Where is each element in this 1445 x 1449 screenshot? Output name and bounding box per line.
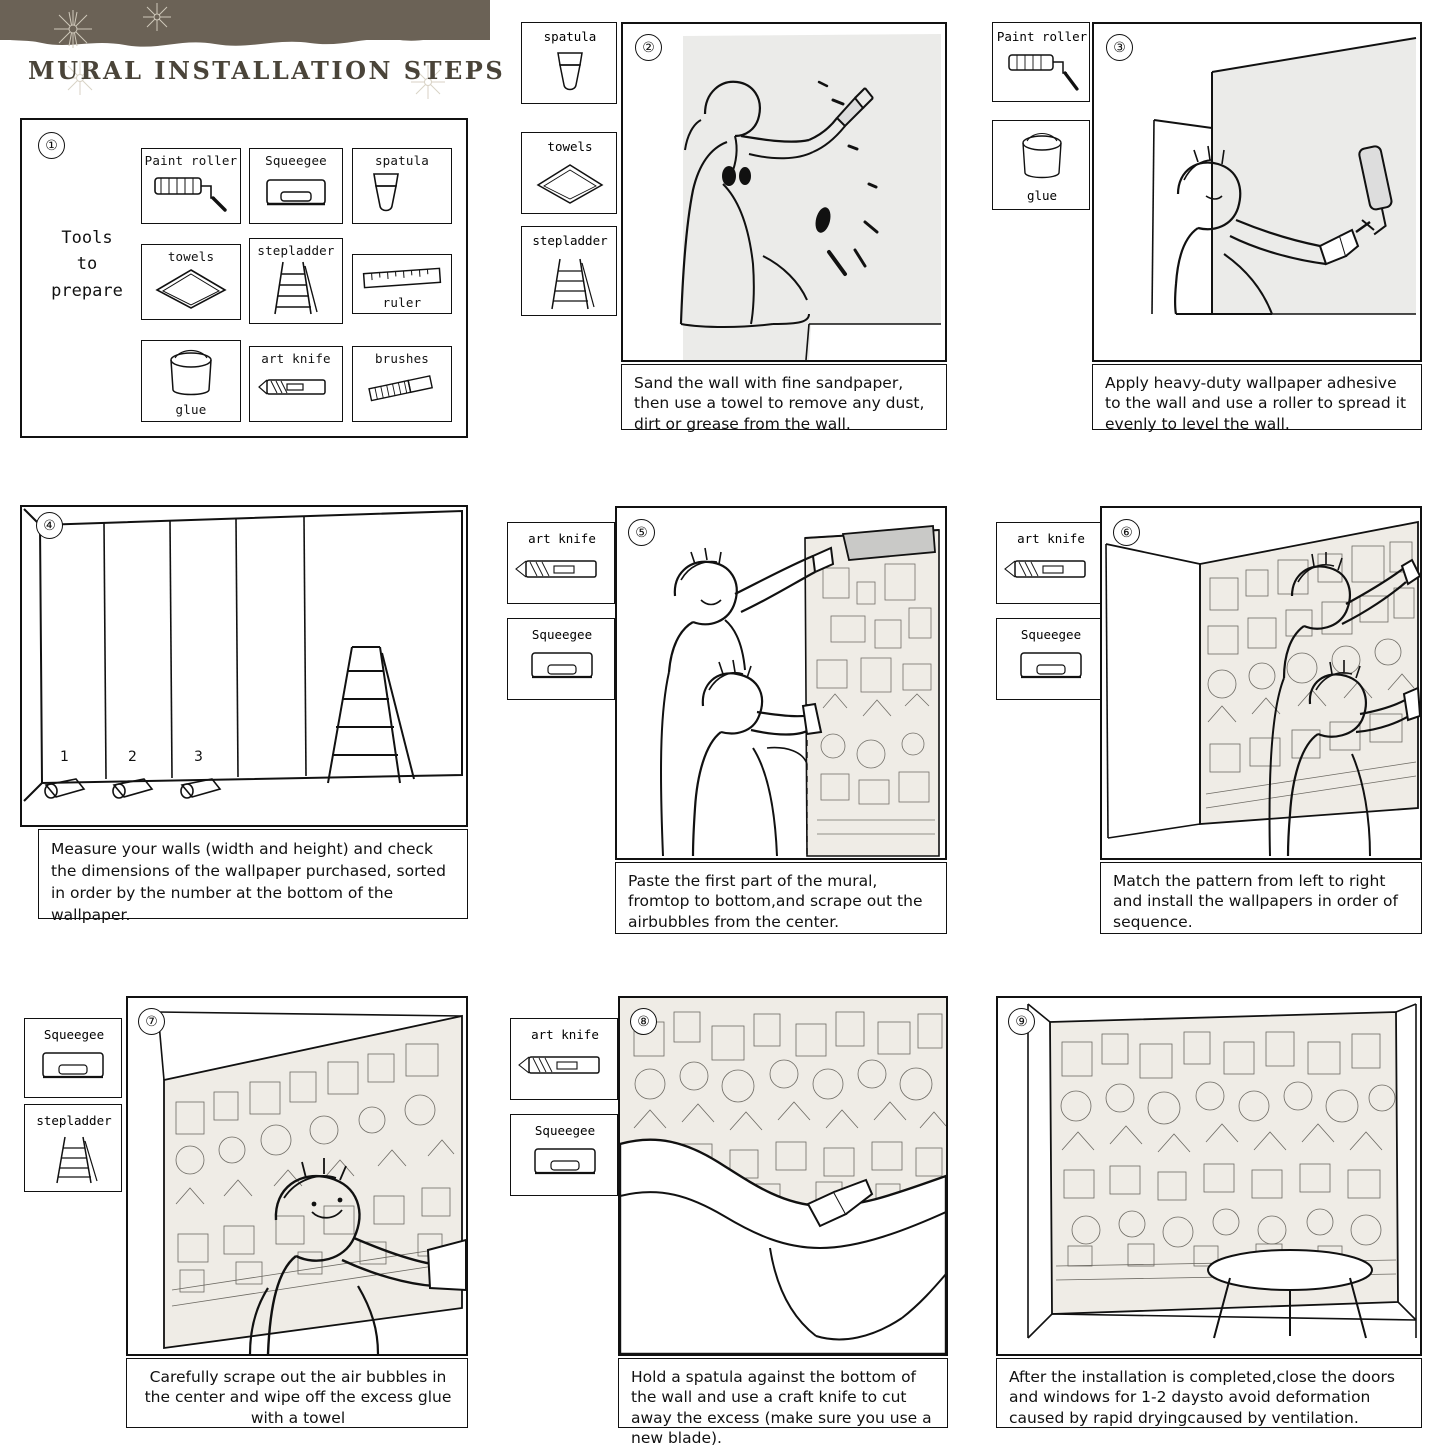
squeegee-icon	[253, 168, 339, 216]
paint-roller-icon	[993, 49, 1091, 101]
caption-step-6: Match the pattern from left to right and install the wallpapers in order of sequence.	[1100, 862, 1422, 934]
step2-tool-spatula: spatula	[521, 22, 617, 104]
step-number-4: ④	[36, 512, 63, 539]
ruler-icon	[356, 263, 448, 293]
svg-text:3: 3	[194, 749, 203, 765]
decorative-burst-small-icon	[140, 0, 174, 34]
caption-step-4: Measure your walls (width and height) and check the dimensions of the wallpaper purchased, sorted in order by the number at the bottom of the wallpaper.	[38, 829, 468, 919]
illustration-step-6	[1102, 508, 1420, 858]
page-title: MURAL INSTALLATION STEPS	[28, 56, 505, 85]
art-knife-icon	[508, 551, 616, 599]
brushes-icon	[356, 366, 448, 410]
spatula-icon	[356, 168, 448, 216]
tool-art-knife: art knife	[249, 346, 343, 422]
tool-towels: towels	[141, 244, 241, 320]
tool-stepladder: stepladder	[249, 238, 343, 324]
glue-bucket-icon	[993, 127, 1091, 185]
illustration-step-5	[617, 508, 945, 858]
stepladder-icon	[25, 1133, 123, 1189]
art-knife-icon	[997, 551, 1105, 599]
caption-step-2: Sand the wall with fine sandpaper, then use a towel to remove any dust, dirt or grease from the wall.	[621, 364, 947, 430]
step6-tool-squeegee: Squeegee	[996, 618, 1104, 700]
illustration-step-3	[1094, 24, 1420, 360]
step-number-1: ①	[38, 132, 65, 159]
tool-spatula: spatula	[352, 148, 452, 224]
step3-tool-glue: glue	[992, 120, 1090, 210]
step-number-9: ⑨	[1008, 1008, 1035, 1035]
squeegee-icon	[25, 1047, 123, 1093]
decorative-burst-icon	[50, 6, 96, 52]
svg-text:1: 1	[60, 749, 69, 765]
tool-brushes: brushes	[352, 346, 452, 422]
step-number-2: ②	[635, 34, 662, 61]
step-number-6: ⑥	[1113, 519, 1140, 546]
step3-tool-paint-roller: Paint roller	[992, 22, 1090, 102]
step-number-5: ⑤	[628, 519, 655, 546]
tool-glue: glue	[141, 340, 241, 422]
illustration-step-9	[998, 998, 1420, 1354]
tool-paint-roller: Paint roller	[141, 148, 241, 224]
step7-tool-stepladder: stepladder	[24, 1104, 122, 1192]
illustration-step-7	[128, 998, 466, 1354]
caption-step-5: Paste the first part of the mural, fromtop to bottom,and scrape out the airbubbles from the center.	[615, 862, 947, 934]
caption-step-9: After the installation is completed,close the doors and windows for 1-2 daysto avoid deformation caused by rapid dryingcaused by ventilation.	[996, 1358, 1422, 1428]
glue-bucket-icon	[145, 346, 237, 400]
illustration-step-4	[22, 507, 466, 825]
art-knife-icon	[253, 366, 339, 410]
illustration-step-8	[620, 998, 946, 1354]
tool-squeegee: Squeegee	[249, 148, 343, 224]
step7-tool-squeegee: Squeegee	[24, 1018, 122, 1098]
paint-roller-icon	[145, 168, 237, 216]
tools-heading: Tools to prepare	[32, 225, 142, 304]
tool-ruler: ruler	[352, 254, 452, 314]
squeegee-icon	[508, 645, 616, 693]
step5-tool-art-knife: art knife	[507, 522, 615, 604]
spatula-icon	[522, 49, 618, 101]
illustration-step-2	[623, 24, 945, 360]
step-number-8: ⑧	[630, 1008, 657, 1035]
svg-text:2: 2	[128, 749, 137, 765]
step5-tool-squeegee: Squeegee	[507, 618, 615, 700]
squeegee-icon	[511, 1141, 619, 1189]
towels-icon	[145, 264, 237, 314]
step-number-7: ⑦	[138, 1008, 165, 1035]
step6-tool-art-knife: art knife	[996, 522, 1104, 604]
step2-tool-towels: towels	[521, 132, 617, 214]
stepladder-icon	[253, 258, 339, 318]
step-number-3: ③	[1106, 34, 1133, 61]
step8-tool-squeegee: Squeegee	[510, 1114, 618, 1196]
towels-icon	[522, 159, 618, 211]
art-knife-icon	[511, 1047, 619, 1095]
caption-step-7: Carefully scrape out the air bubbles in the center and wipe off the excess glue with a towel	[126, 1358, 468, 1428]
stepladder-icon	[522, 255, 618, 315]
squeegee-icon	[997, 645, 1105, 693]
caption-step-8: Hold a spatula against the bottom of the wall and use a craft knife to cut away the excess (make sure you use a new blade).	[618, 1358, 948, 1428]
step8-tool-art-knife: art knife	[510, 1018, 618, 1100]
caption-step-3: Apply heavy-duty wallpaper adhesive to the wall and use a roller to spread it evenly to level the wall.	[1092, 364, 1422, 430]
step2-tool-stepladder: stepladder	[521, 226, 617, 316]
